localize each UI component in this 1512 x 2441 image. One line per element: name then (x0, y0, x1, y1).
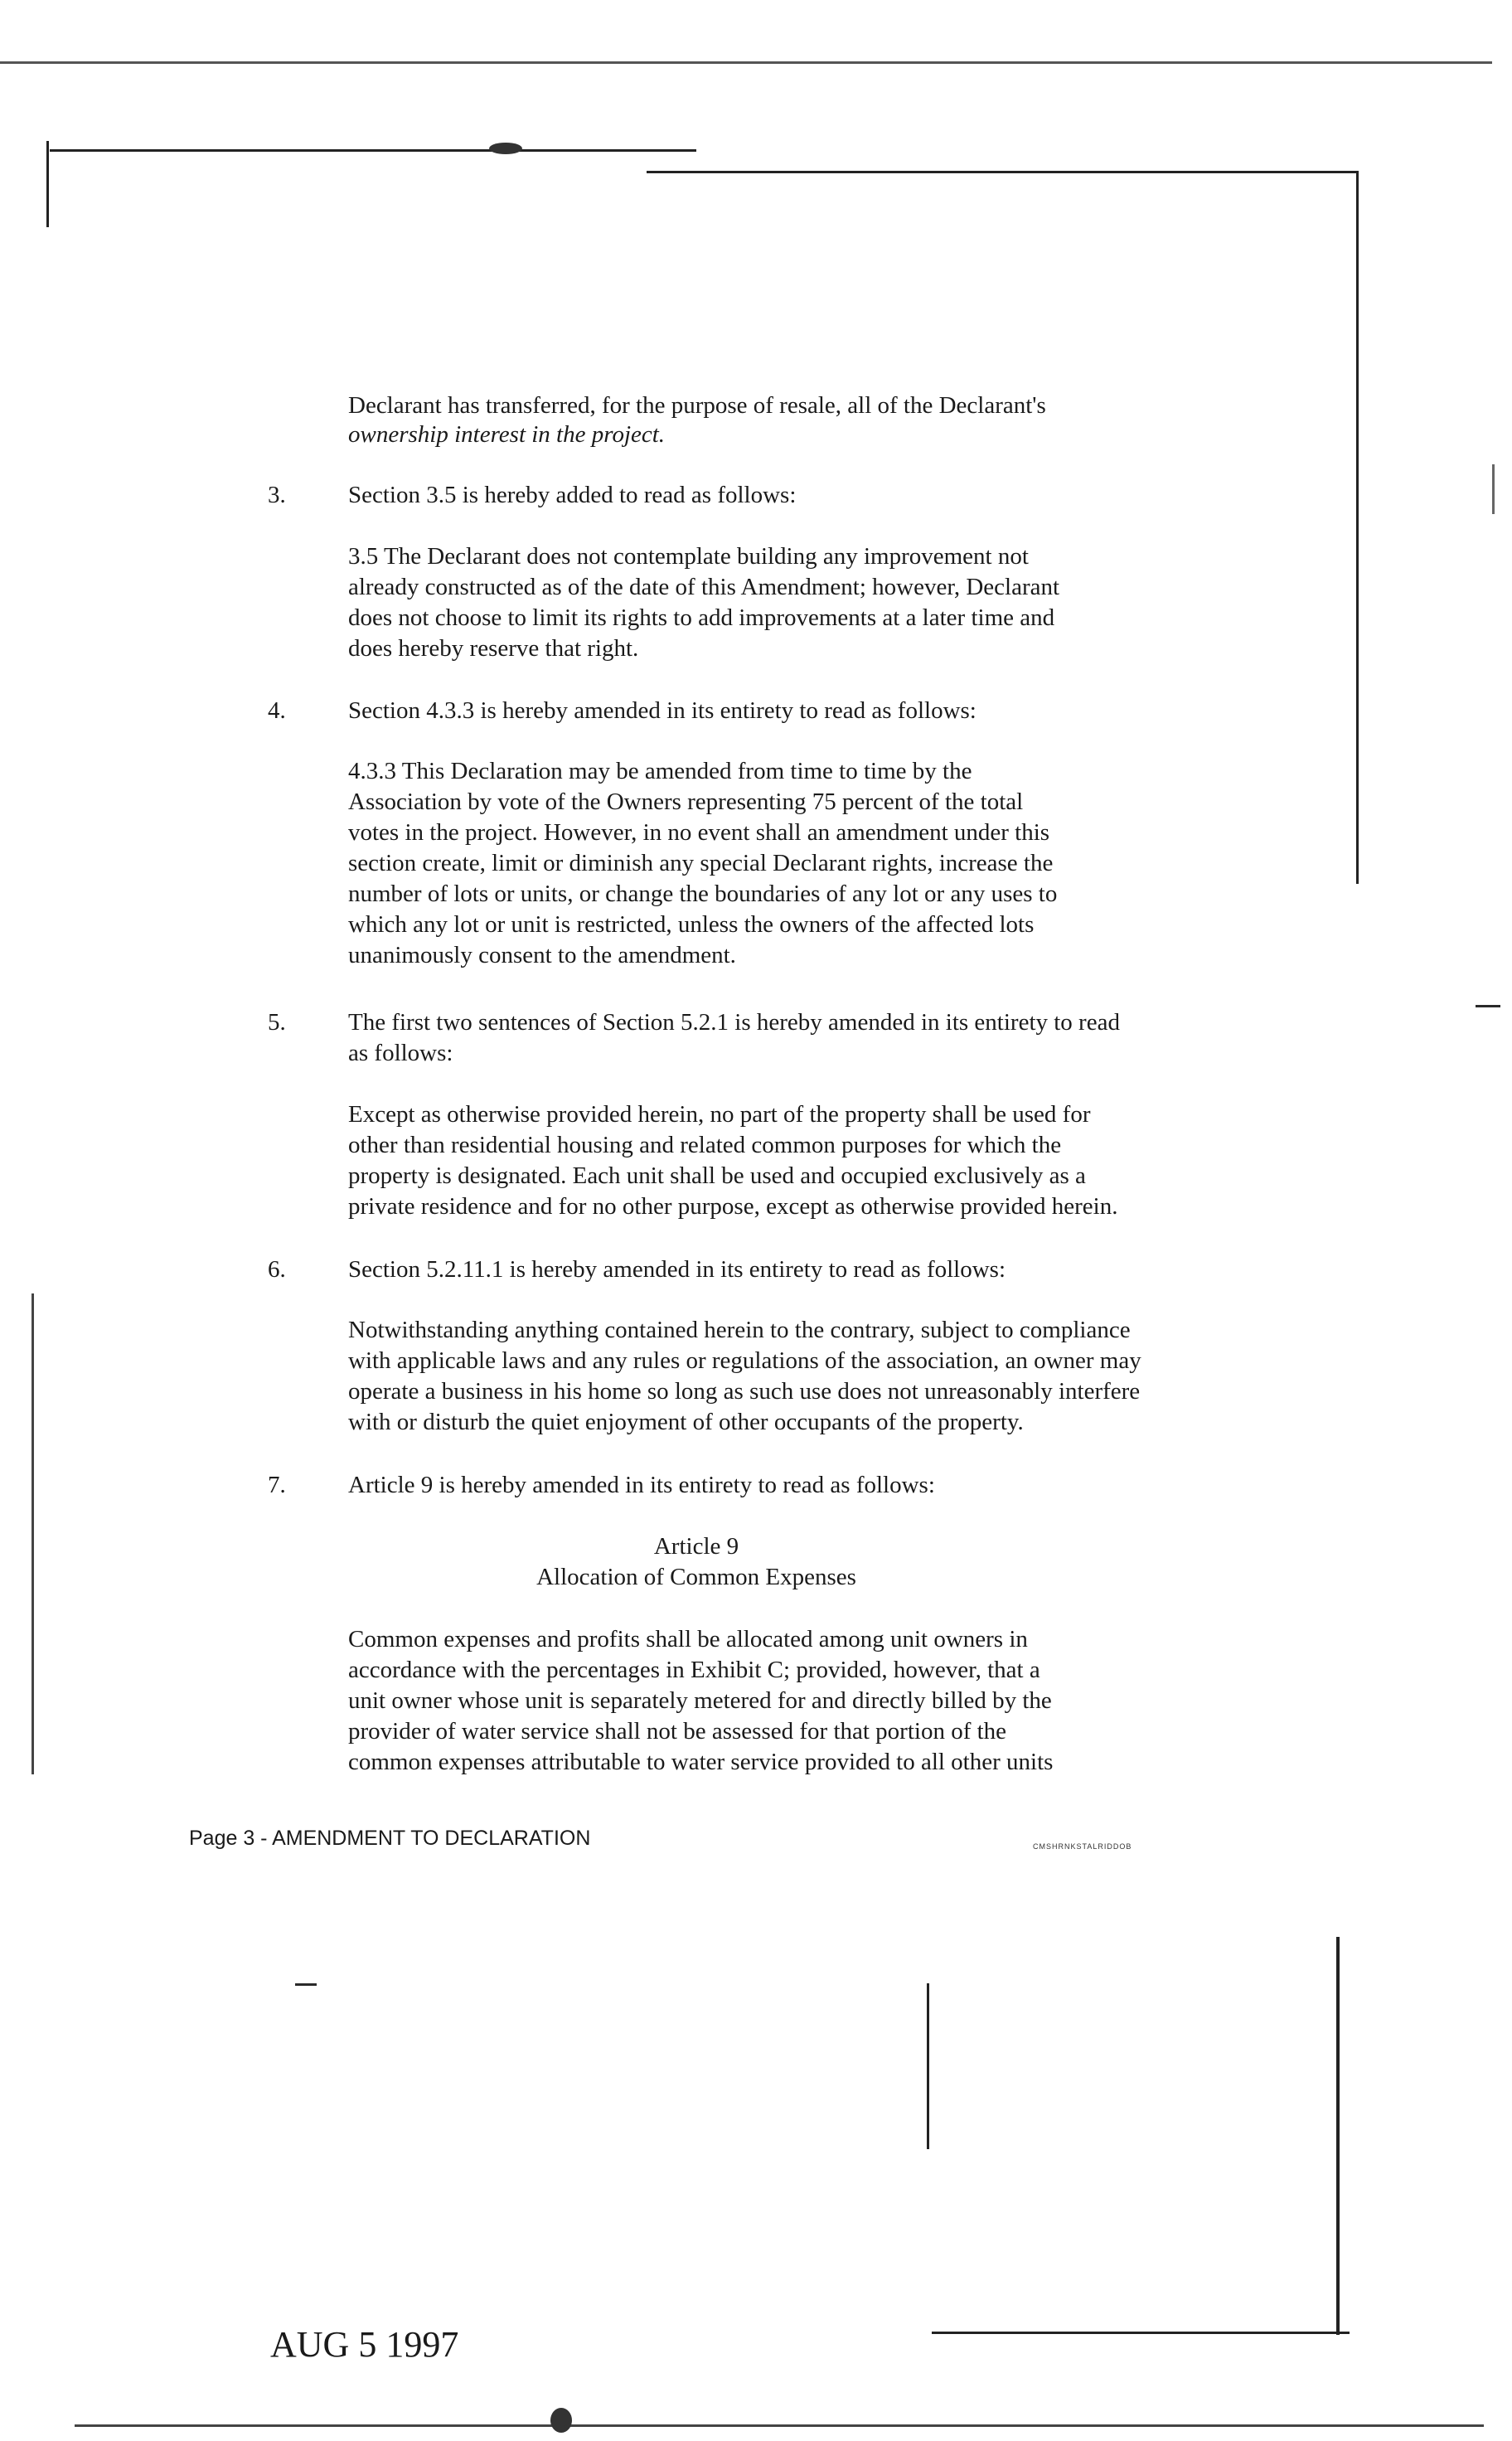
section-body-line: Association by vote of the Owners representing 75 percent of the total (348, 789, 1024, 815)
top-scan-line (0, 61, 1492, 64)
item-number: 4. (268, 697, 286, 724)
section-body-line: unanimously consent to the amendment. (348, 942, 736, 968)
lower-left-dash (295, 1983, 317, 1986)
right-margin-line (1492, 464, 1495, 514)
page-footer-label: Page 3 - AMENDMENT TO DECLARATION (189, 1827, 591, 1850)
frame-right-line (1356, 171, 1359, 884)
bottom-scan-line (75, 2424, 1484, 2427)
section-body-line: private residence and for no other purpose, except as otherwise provided herein. (348, 1193, 1118, 1220)
section-body-line: common expenses attributable to water service provided to all other units (348, 1749, 1054, 1775)
item-heading: The first two sentences of Section 5.2.1 is hereby amended in its entirety to read (348, 1009, 1120, 1036)
section-body-line: Notwithstanding anything contained herein to the contrary, subject to compliance (348, 1317, 1131, 1343)
section-body-line: 3.5 The Declarant does not contemplate building any improvement not (348, 543, 1029, 570)
article-subtitle: Allocation of Common Expenses (536, 1564, 856, 1590)
section-body-line: operate a business in his home so long as such use does not unreasonably interfere (348, 1378, 1141, 1405)
frame-top-line-right (647, 171, 1358, 173)
right-dash (1476, 1005, 1500, 1007)
section-body-line: provider of water service shall not be assessed for that portion of the (348, 1718, 1007, 1745)
item-heading: as follows: (348, 1040, 453, 1066)
item-number: 3. (268, 482, 286, 508)
lower-right-vertical-line (1336, 1937, 1340, 2335)
intro-line: ownership interest in the project. (348, 421, 666, 448)
left-margin-line (32, 1293, 34, 1774)
section-body-line: 4.3.3 This Declaration may be amended from time to time by the (348, 758, 972, 784)
section-body-line: votes in the project. However, in no event shall an amendment under this (348, 819, 1050, 846)
intro-line: Declarant has transferred, for the purpose of resale, all of the Declarant's (348, 392, 1046, 419)
section-body-line: does not choose to limit its rights to add improvements at a later time and (348, 604, 1055, 631)
item-heading: Article 9 is hereby amended in its entirety to read as follows: (348, 1472, 935, 1498)
section-body-line: Common expenses and profits shall be allocated among unit owners in (348, 1626, 1028, 1652)
section-body-line: unit owner whose unit is separately metered for and directly billed by the (348, 1687, 1052, 1714)
lower-right-horizontal-line (932, 2332, 1350, 2334)
item-number: 6. (268, 1256, 286, 1283)
section-body-line: property is designated. Each unit shall be used and occupied exclusively as a (348, 1162, 1086, 1189)
item-number: 5. (268, 1009, 286, 1036)
lower-bracket-line (927, 1983, 929, 2149)
item-heading: Section 4.3.3 is hereby amended in its entirety to read as follows: (348, 697, 976, 724)
frame-top-line (50, 149, 696, 152)
article-title: Article 9 (653, 1533, 739, 1560)
item-number: 7. (268, 1472, 286, 1498)
section-body-line: section create, limit or diminish any special Declarant rights, increase the (348, 850, 1054, 876)
frame-left-line (46, 141, 49, 227)
section-body-line: already constructed as of the date of this Amendment; however, Declarant (348, 574, 1060, 600)
item-heading: Section 5.2.11.1 is hereby amended in its entirety to read as follows: (348, 1256, 1006, 1283)
document-code: CMSHRNKSTALRIDDOB (1033, 1842, 1132, 1851)
section-body-line: accordance with the percentages in Exhibit C; provided, however, that a (348, 1657, 1040, 1683)
top-blot (489, 143, 522, 154)
section-body-line: does hereby reserve that right. (348, 635, 639, 662)
section-body-line: which any lot or unit is restricted, unless the owners of the affected lots (348, 911, 1035, 938)
section-body-line: with or disturb the quiet enjoyment of other occupants of the property. (348, 1409, 1024, 1435)
item-heading: Section 3.5 is hereby added to read as follows: (348, 482, 797, 508)
section-body-line: number of lots or units, or change the boundaries of any lot or any uses to (348, 881, 1058, 907)
section-body-line: Except as otherwise provided herein, no part of the property shall be used for (348, 1101, 1091, 1128)
bottom-blot (550, 2408, 572, 2433)
received-date-stamp: AUG 5 1997 (270, 2324, 459, 2365)
section-body-line: with applicable laws and any rules or regulations of the association, an owner may (348, 1347, 1141, 1374)
section-body-line: other than residential housing and related common purposes for which the (348, 1132, 1062, 1158)
